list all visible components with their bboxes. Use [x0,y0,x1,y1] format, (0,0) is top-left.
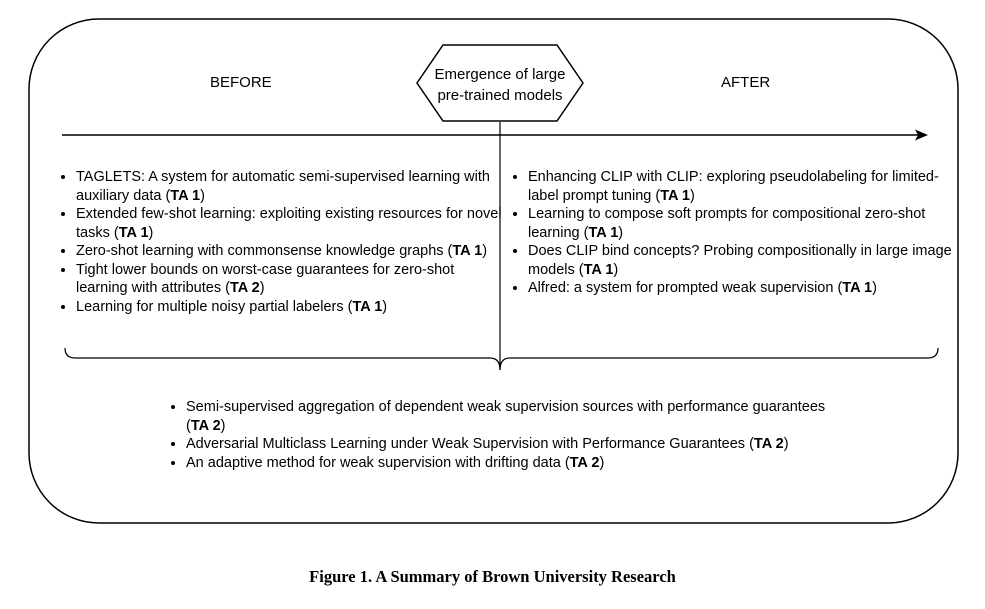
list-item: • Adversarial Multiclass Learning under Weak Supervision with Performance Guarantees (TA 2) [186,435,846,454]
before-list [60,168,506,316]
figure-caption: Figure 1. A Summary of Brown University Research [309,567,676,586]
after-list [512,168,956,298]
list-item: • TAGLETS: A system for automatic semi-supervised learning with auxiliary data (TA 1) [76,168,506,205]
before-label: BEFORE [210,74,272,91]
list-item: • Tight lower bounds on worst-case guarantees for zero-shot learning with attributes (TA 2) [76,261,506,298]
grouping-brace [65,348,938,370]
list-item: • Learning to compose soft prompts for compositional zero-shot learning (TA 1) [528,205,956,242]
shared-list [170,398,846,472]
list-item: • Zero-shot learning with commonsense knowledge graphs (TA 1) [76,242,506,261]
list-item: • Semi-supervised aggregation of dependent weak supervision sources with performance guarantees (TA 2) [186,398,846,435]
list-item: • An adaptive method for weak supervision with drifting data (TA 2) [186,454,846,473]
milestone-text [420,64,580,106]
list-item: • Extended few-shot learning: exploiting existing resources for novel tasks (TA 1) [76,205,506,242]
milestone-line-2: pre-trained models [437,87,563,104]
list-item: • Alfred: a system for prompted weak supervision (TA 1) [528,279,956,298]
milestone-line-1: Emergence of large [434,66,566,83]
after-label: AFTER [721,74,771,91]
list-item: • Learning for multiple noisy partial labelers (TA 1) [76,298,506,317]
list-item: • Does CLIP bind concepts? Probing compositionally in large image models (TA 1) [528,242,956,279]
list-item: • Enhancing CLIP with CLIP: exploring pseudolabeling for limited-label prompt tuning (TA 1) [528,168,956,205]
